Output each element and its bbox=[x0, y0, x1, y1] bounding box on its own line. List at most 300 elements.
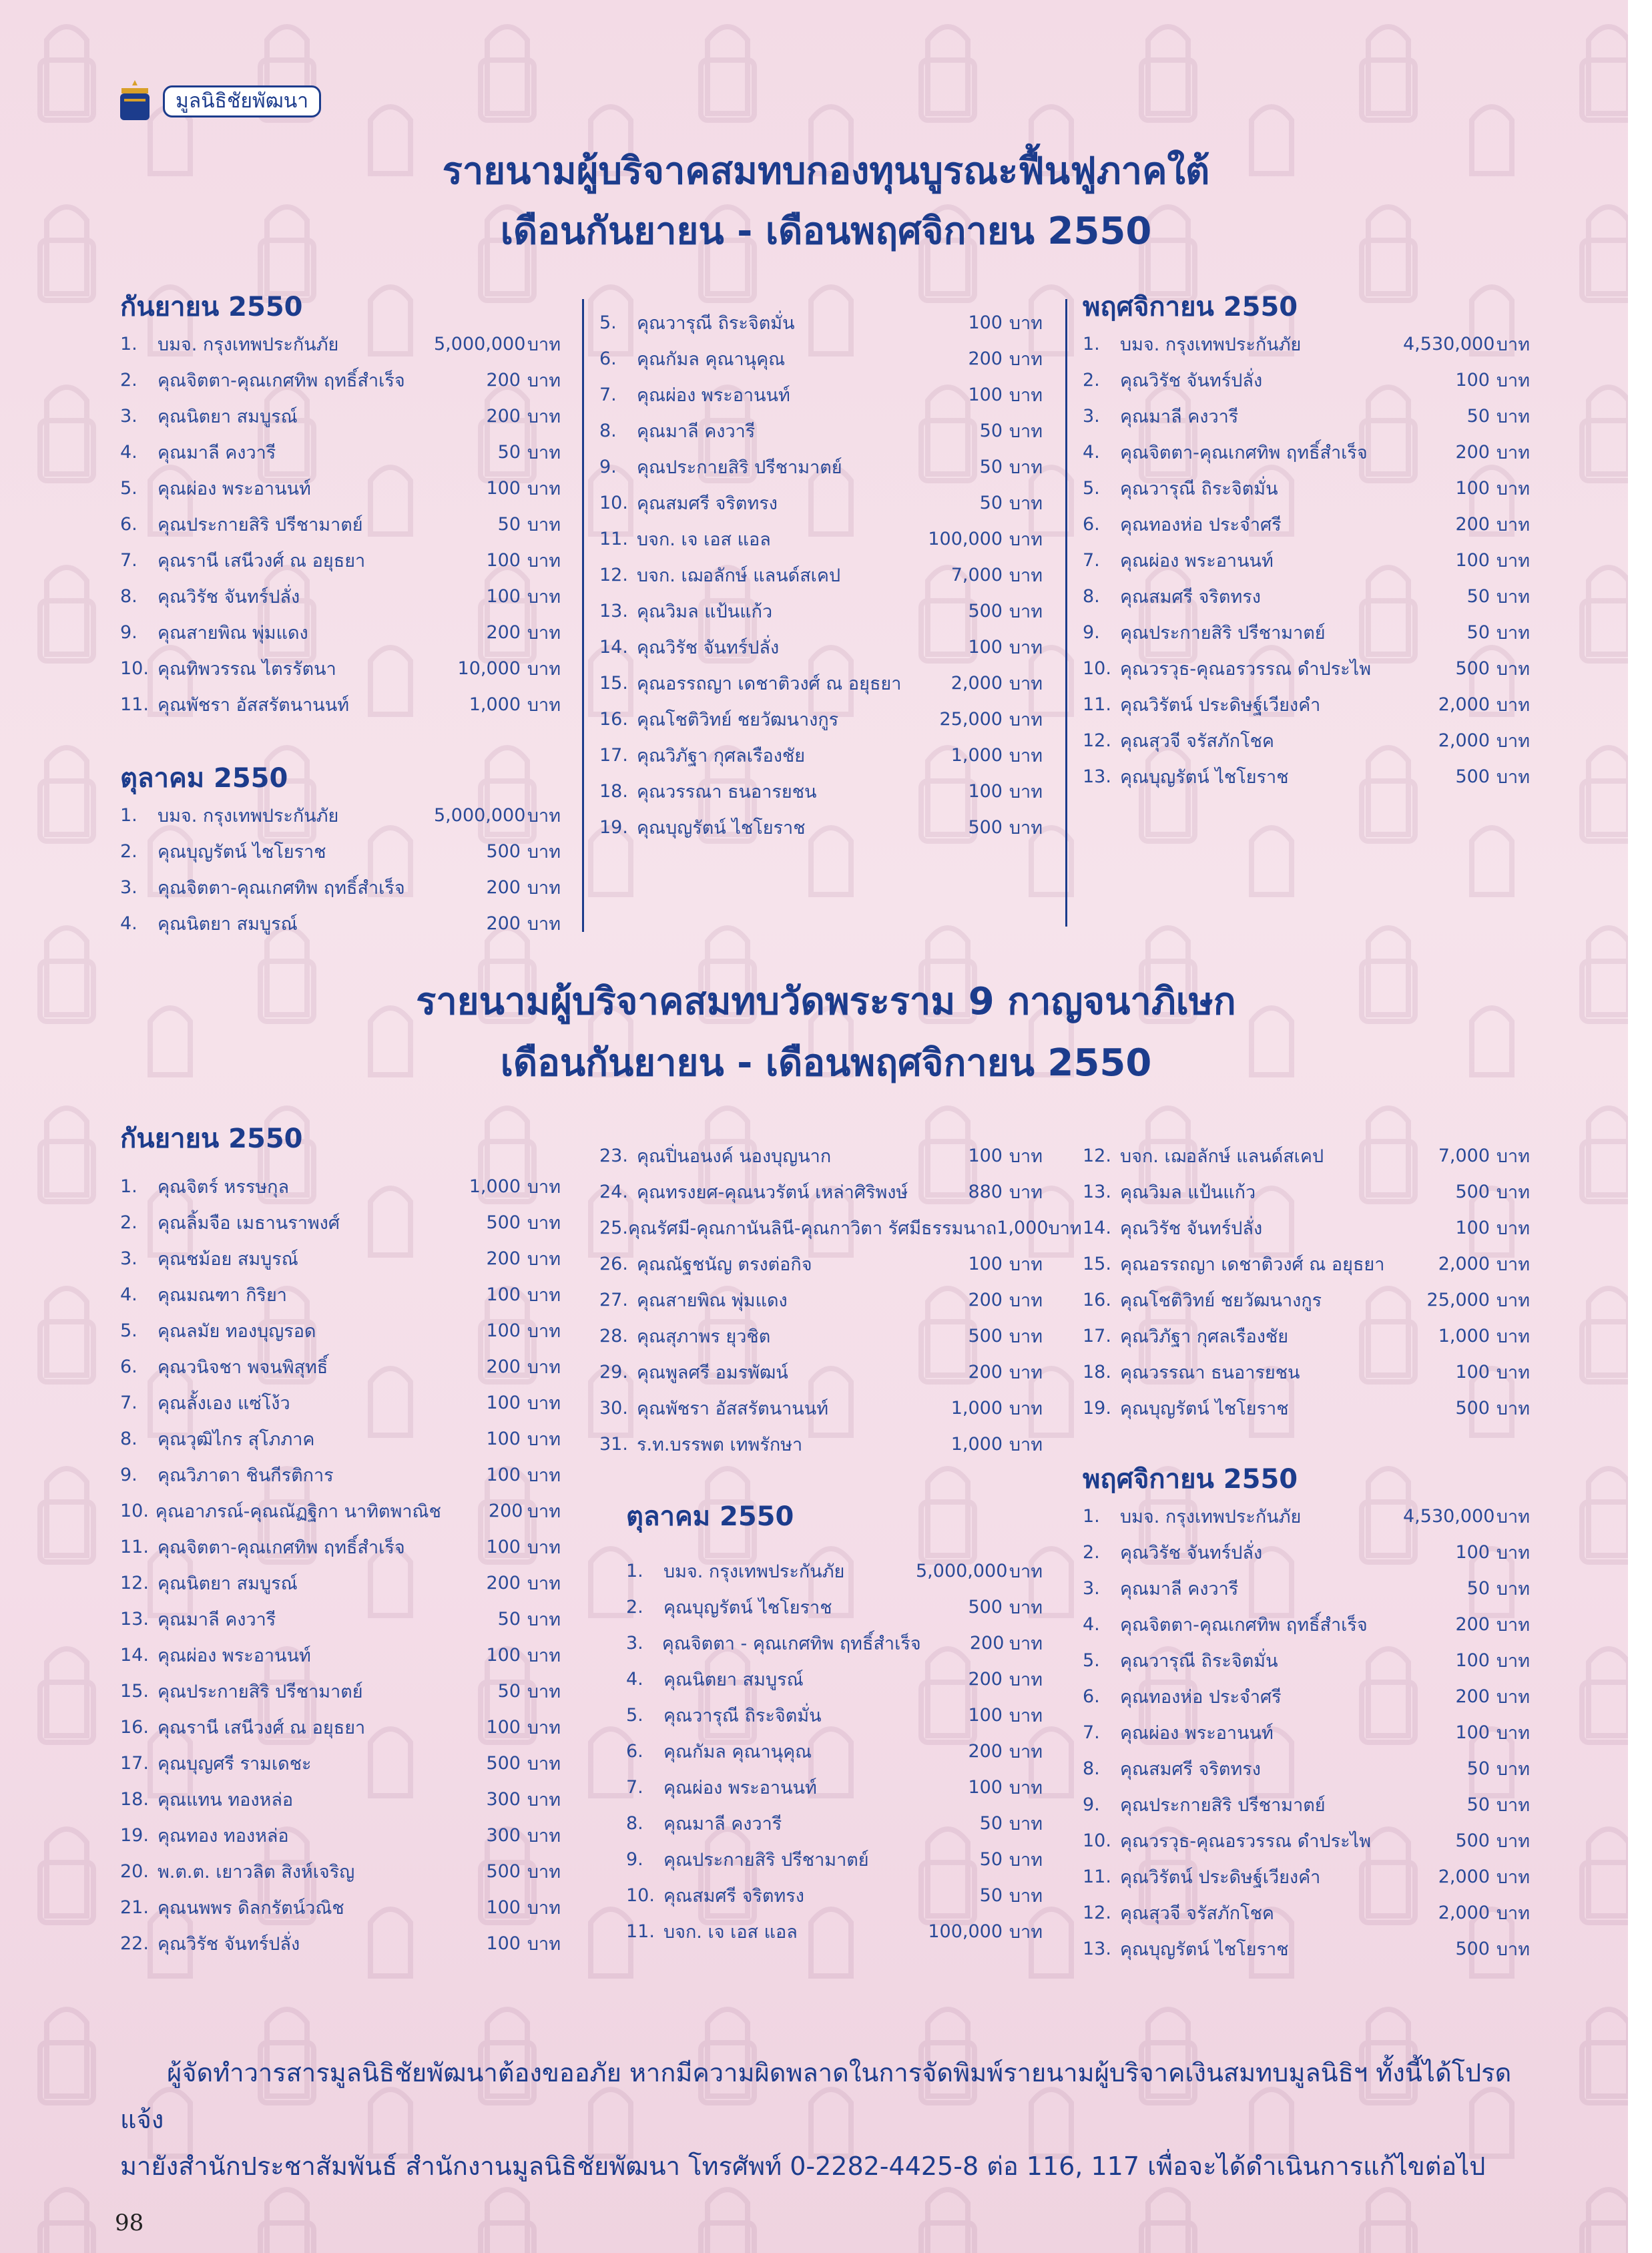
donor-name: คุณจิตร์ หรรษกุล bbox=[158, 1176, 290, 1198]
donor-unit: บาท bbox=[1009, 637, 1043, 658]
donor-name: คุณประกายสิริ ปรีชามาตย์ bbox=[158, 514, 363, 535]
donor-unit: บาท bbox=[527, 805, 561, 826]
donor-number: 19. bbox=[599, 816, 628, 838]
donor-unit: บาท bbox=[1009, 745, 1043, 766]
donor-number: 21. bbox=[120, 1897, 149, 1918]
donor-amount: 50 bbox=[1466, 1758, 1490, 1779]
donor-number: 6. bbox=[1083, 513, 1100, 535]
donor-amount: 200 bbox=[486, 405, 521, 427]
donor-unit: บาท bbox=[1009, 1290, 1043, 1311]
s2-september-heading: กันยายน 2550 bbox=[120, 1123, 303, 1154]
donor-amount: 500 bbox=[1455, 658, 1490, 679]
donor-name: คุณณัฐชนัญ ตรงต่อกิจ bbox=[637, 1254, 812, 1275]
donor-amount: 880 bbox=[968, 1181, 1003, 1202]
donor-amount: 1,000 bbox=[950, 1433, 1003, 1455]
donor-number: 10. bbox=[120, 658, 149, 679]
donor-number: 11. bbox=[626, 1921, 655, 1942]
donor-unit: บาท bbox=[527, 1753, 561, 1774]
donor-number: 17. bbox=[1083, 1325, 1111, 1346]
donor-unit: บาท bbox=[1496, 658, 1530, 680]
donor-unit: บาท bbox=[1496, 514, 1530, 535]
donor-number: 6. bbox=[120, 1356, 137, 1377]
donor-unit: บาท bbox=[527, 1933, 561, 1955]
donor-unit: บาท bbox=[1496, 1398, 1530, 1419]
donor-unit: บาท bbox=[1009, 817, 1043, 838]
column-divider bbox=[582, 299, 584, 932]
donor-number: 3. bbox=[120, 405, 137, 427]
donor-number: 9. bbox=[599, 456, 617, 477]
donor-number: 12. bbox=[120, 1572, 149, 1593]
donor-row bbox=[120, 1276, 561, 1312]
donor-unit: บาท bbox=[527, 406, 561, 427]
donor-amount: 200 bbox=[968, 1668, 1003, 1690]
donor-unit: บาท bbox=[1496, 1362, 1530, 1383]
donor-amount: 50 bbox=[1466, 585, 1490, 607]
donor-name: คุณนิตยา สมบูรณ์ bbox=[663, 1669, 804, 1690]
donor-unit: บาท bbox=[527, 1284, 561, 1306]
donor-number: 9. bbox=[1083, 621, 1100, 643]
donor-row bbox=[599, 593, 1043, 629]
foundation-logo-icon bbox=[115, 79, 155, 124]
donor-amount: 100 bbox=[968, 1704, 1003, 1726]
donor-row bbox=[120, 1673, 561, 1709]
donor-unit: บาท bbox=[1009, 457, 1043, 478]
donor-amount: 100 bbox=[968, 636, 1003, 658]
donor-row bbox=[120, 470, 561, 506]
donor-row bbox=[120, 614, 561, 650]
donor-name: คุณโชติวิทย์ ชยวัฒนางกูร bbox=[637, 709, 839, 730]
donor-row bbox=[1083, 1642, 1530, 1678]
donor-name: คุณกัมล คุณานุคุณ bbox=[663, 1741, 812, 1762]
donor-number: 5. bbox=[120, 1320, 137, 1341]
donor-amount: 50 bbox=[497, 441, 521, 463]
donor-unit: บาท bbox=[527, 694, 561, 716]
donor-row bbox=[599, 1174, 1043, 1210]
donor-name: คุณสมศรี จริตทรง bbox=[1120, 1758, 1261, 1780]
donor-amount: 500 bbox=[968, 816, 1003, 838]
donor-amount: 100 bbox=[486, 1392, 521, 1413]
donor-name: คุณวนิจชา พจนพิสุทธิ์ bbox=[158, 1356, 328, 1378]
donor-row bbox=[120, 542, 561, 578]
donor-number: 6. bbox=[120, 513, 137, 535]
donor-name: คุณทิพวรรณ ไตรรัตนา bbox=[158, 658, 336, 680]
donor-number: 7. bbox=[1083, 1722, 1100, 1743]
donor-amount: 100 bbox=[1455, 549, 1490, 571]
donor-name: บจก. เจ เอส แอล bbox=[663, 1921, 798, 1943]
donor-name: คุณพัชรา อัสสรัตนานนท์ bbox=[158, 694, 350, 716]
donor-name: คุณผ่อง พระอานนท์ bbox=[158, 1645, 311, 1666]
donor-unit: บาท bbox=[1496, 1254, 1530, 1275]
donor-name: คุณบุญศรี รามเดชะ bbox=[158, 1753, 312, 1774]
donor-number: 18. bbox=[1083, 1361, 1111, 1383]
donor-name: คุณลั้งเอง แซ่โง้ว bbox=[158, 1393, 290, 1414]
donor-number: 8. bbox=[599, 420, 617, 441]
donor-amount: 50 bbox=[979, 420, 1003, 441]
donor-number: 9. bbox=[1083, 1794, 1100, 1815]
donor-name: คุณผ่อง พระอานนท์ bbox=[1120, 1722, 1274, 1744]
s2-september-list-a bbox=[120, 1168, 561, 1961]
donor-unit: บาท bbox=[1009, 348, 1043, 370]
donor-unit: บาท bbox=[1009, 1885, 1043, 1907]
donor-unit: บาท bbox=[527, 1501, 561, 1522]
donor-name: คุณบุญรัตน์ ไชโยราช bbox=[1120, 1939, 1289, 1960]
donor-name: บจก. เฌอลักษ์ แลนด์สเคป bbox=[1120, 1146, 1324, 1167]
donor-row bbox=[120, 905, 561, 941]
donor-amount: 50 bbox=[1466, 1577, 1490, 1599]
donor-row bbox=[599, 1282, 1043, 1318]
s2-october-list bbox=[626, 1553, 1043, 1949]
donor-amount: 1,000 bbox=[469, 694, 521, 715]
donor-row bbox=[120, 650, 561, 686]
donor-amount: 200 bbox=[1455, 441, 1490, 463]
donor-row bbox=[626, 1553, 1043, 1589]
donor-amount: 100 bbox=[486, 1933, 521, 1954]
donor-unit: บาท bbox=[1009, 1741, 1043, 1762]
donor-number: 10. bbox=[1083, 658, 1111, 679]
donor-amount: 200 bbox=[1455, 1613, 1490, 1635]
donor-unit: บาท bbox=[1496, 1650, 1530, 1672]
donor-name: คุณมาลี คงวารี bbox=[663, 1813, 782, 1834]
donor-unit: บาท bbox=[1496, 478, 1530, 499]
donor-unit: บาท bbox=[1496, 1758, 1530, 1780]
donor-number: 9. bbox=[120, 1464, 137, 1485]
donor-number: 5. bbox=[120, 477, 137, 499]
donor-row bbox=[120, 869, 561, 905]
donor-row bbox=[1083, 1318, 1530, 1354]
donor-amount: 100 bbox=[968, 780, 1003, 802]
donor-unit: บาท bbox=[1496, 586, 1530, 607]
donor-unit: บาท bbox=[1009, 673, 1043, 694]
donor-number: 14. bbox=[599, 636, 628, 658]
donor-amount: 100 bbox=[1455, 369, 1490, 391]
donor-amount: 2,000 bbox=[1438, 1866, 1490, 1887]
donor-name: คุณรัศมี-คุณกานันลินี-คุณกาวิตา รัศมีธรรมนาถ bbox=[627, 1218, 997, 1239]
donor-number: 25. bbox=[599, 1217, 628, 1238]
donor-amount: 200 bbox=[486, 1248, 521, 1269]
donor-name: คุณลิ้มจือ เมธานราพงศ์ bbox=[158, 1212, 340, 1234]
donor-amount: 50 bbox=[979, 492, 1003, 513]
donor-number: 9. bbox=[120, 621, 137, 643]
donor-name: คุณจิตตา-คุณเกศทิพ ฤทธิ์สำเร็จ bbox=[158, 877, 405, 899]
s1-november-list bbox=[1083, 326, 1530, 794]
donor-name: คุณประกายสิริ ปรีชามาตย์ bbox=[637, 457, 842, 478]
donor-row bbox=[120, 398, 561, 434]
donor-amount: 500 bbox=[1455, 766, 1490, 787]
donor-number: 9. bbox=[626, 1848, 643, 1870]
donor-name: คุณบุญรัตน์ ไชโยราช bbox=[158, 841, 326, 862]
donor-number: 6. bbox=[599, 348, 617, 369]
donor-amount: 500 bbox=[968, 600, 1003, 621]
donor-unit: บาท bbox=[527, 1789, 561, 1810]
donor-row bbox=[1083, 578, 1530, 614]
donor-row bbox=[626, 1589, 1043, 1625]
donor-amount: 500 bbox=[486, 1212, 521, 1233]
donor-amount: 100 bbox=[1455, 1541, 1490, 1563]
donor-unit: บาท bbox=[527, 1609, 561, 1630]
donor-amount: 50 bbox=[979, 1848, 1003, 1870]
donor-name: คุณวิรัช จันทร์ปลั่ง bbox=[158, 586, 300, 607]
donor-number: 28. bbox=[599, 1325, 628, 1346]
donor-name: คุณมาลี คงวารี bbox=[1120, 406, 1239, 427]
donor-row bbox=[599, 1246, 1043, 1282]
donor-amount: 500 bbox=[486, 840, 521, 862]
donor-name: คุณสุภาพร ยุวชิต bbox=[637, 1326, 771, 1347]
donor-name: คุณโชติวิทย์ ชยวัฒนางกูร bbox=[1120, 1290, 1322, 1311]
donor-amount: 100 bbox=[486, 1644, 521, 1666]
donor-amount: 100 bbox=[1455, 1361, 1490, 1383]
donor-number: 5. bbox=[1083, 477, 1100, 499]
donor-row bbox=[599, 485, 1043, 521]
donor-amount: 50 bbox=[1466, 405, 1490, 427]
donor-name: คุณรานี เสนีวงศ์ ณ อยุธยา bbox=[158, 550, 366, 571]
donor-unit: บาท bbox=[1496, 1506, 1530, 1527]
donor-unit: บาท bbox=[1496, 370, 1530, 391]
donor-amount: 50 bbox=[979, 1812, 1003, 1834]
donor-row bbox=[120, 1637, 561, 1673]
donor-name: คุณวิภัฐา กุศลเรืองชัย bbox=[1120, 1326, 1289, 1347]
donor-number: 3. bbox=[1083, 405, 1100, 427]
donor-amount: 200 bbox=[1455, 513, 1490, 535]
donor-row bbox=[120, 686, 561, 722]
s2-col-november bbox=[1083, 1461, 1530, 1967]
donor-amount: 4,530,000 bbox=[1403, 1505, 1495, 1527]
header-label: มูลนิธิชัยพัฒนา bbox=[163, 85, 321, 117]
donor-unit: บาท bbox=[1496, 1939, 1530, 1960]
s1-october-heading: ตุลาคม 2550 bbox=[120, 763, 288, 794]
donor-number: 11. bbox=[120, 1536, 149, 1557]
donor-unit: บาท bbox=[527, 1465, 561, 1486]
donor-amount: 500 bbox=[1455, 1181, 1490, 1202]
donor-amount: 100 bbox=[486, 1716, 521, 1738]
donor-row bbox=[120, 1385, 561, 1421]
donor-unit: บาท bbox=[1009, 421, 1043, 442]
donor-name: คุณบุญรัตน์ ไชโยราช bbox=[663, 1597, 832, 1618]
donor-unit: บาท bbox=[1496, 694, 1530, 716]
donor-number: 2. bbox=[120, 1212, 137, 1233]
s1-col-october-a bbox=[120, 760, 561, 941]
s1-col-september bbox=[120, 288, 561, 722]
donor-row bbox=[1083, 1246, 1530, 1282]
donor-number: 20. bbox=[120, 1860, 149, 1882]
donor-name: คุณจิตตา-คุณเกศทิพ ฤทธิ์สำเร็จ bbox=[158, 370, 405, 391]
donor-unit: บาท bbox=[1496, 766, 1530, 788]
donor-amount: 50 bbox=[497, 1680, 521, 1702]
donor-number: 6. bbox=[626, 1740, 643, 1762]
donor-name: คุณสายพิณ พุ่มแดง bbox=[637, 1290, 788, 1311]
donor-name: คุณนิตยา สมบูรณ์ bbox=[158, 1573, 298, 1594]
donor-amount: 100 bbox=[486, 1464, 521, 1485]
donor-amount: 50 bbox=[979, 456, 1003, 477]
donor-number: 12. bbox=[1083, 1902, 1111, 1923]
donor-number: 6. bbox=[1083, 1686, 1100, 1707]
donor-name: คุณวิรัช จันทร์ปลั่ง bbox=[1120, 370, 1263, 391]
donor-name: คุณนพพร ดิลกรัตน์วณิช bbox=[158, 1897, 344, 1919]
donor-number: 11. bbox=[1083, 1866, 1111, 1887]
donor-name: คุณบุญรัตน์ ไชโยราช bbox=[1120, 766, 1289, 788]
donor-name: คุณบุญรัตน์ ไชโยราช bbox=[637, 817, 806, 838]
donor-amount: 200 bbox=[486, 1572, 521, 1593]
donor-row bbox=[599, 521, 1043, 557]
donor-row bbox=[1083, 1138, 1530, 1174]
donor-number: 7. bbox=[626, 1776, 643, 1798]
donor-row bbox=[626, 1733, 1043, 1769]
donor-unit: บาท bbox=[1496, 1830, 1530, 1852]
donor-amount: 100 bbox=[968, 312, 1003, 333]
donor-number: 4. bbox=[626, 1668, 643, 1690]
donor-unit: บาท bbox=[1009, 781, 1043, 802]
donor-name: คุณทรงยศ-คุณนวรัตน์ เหล่าศิริพงษ์ bbox=[637, 1182, 908, 1203]
donor-amount: 100 bbox=[968, 384, 1003, 405]
donor-amount: 200 bbox=[968, 1740, 1003, 1762]
donor-number: 16. bbox=[1083, 1289, 1111, 1310]
donor-amount: 10,000 bbox=[457, 658, 521, 679]
donor-number: 15. bbox=[1083, 1253, 1111, 1274]
donor-amount: 1,000 bbox=[1438, 1325, 1490, 1346]
donor-row bbox=[1083, 1174, 1530, 1210]
s1-september-list bbox=[120, 326, 561, 722]
donor-number: 1. bbox=[626, 1560, 643, 1581]
donor-row bbox=[120, 833, 561, 869]
donor-name: คุณจิตตา-คุณเกศทิพ ฤทธิ์สำเร็จ bbox=[158, 1537, 405, 1558]
donor-name: คุณสุวจี จรัสภักโชค bbox=[1120, 730, 1274, 752]
page-number: 98 bbox=[115, 2210, 144, 2236]
donor-row bbox=[120, 1348, 561, 1385]
donor-row bbox=[1083, 1858, 1530, 1895]
donor-row bbox=[599, 809, 1043, 845]
donor-amount: 200 bbox=[968, 1289, 1003, 1310]
donor-number: 12. bbox=[1083, 730, 1111, 751]
donor-row bbox=[120, 1709, 561, 1745]
donor-unit: บาท bbox=[527, 1212, 561, 1234]
donor-row bbox=[599, 413, 1043, 449]
donor-row bbox=[599, 737, 1043, 773]
donor-number: 13. bbox=[1083, 766, 1111, 787]
donor-row bbox=[120, 1493, 561, 1529]
donor-amount: 100 bbox=[1455, 1217, 1490, 1238]
section1-subtitle: เดือนกันยายน - เดือนพฤศจิกายน 2550 bbox=[500, 210, 1152, 253]
donor-unit: บาท bbox=[1009, 1669, 1043, 1690]
donor-name: คุณผ่อง พระอานนท์ bbox=[637, 385, 790, 406]
donor-unit: บาท bbox=[1009, 385, 1043, 406]
donor-row bbox=[1083, 1750, 1530, 1786]
donor-name: คุณวิรัช จันทร์ปลั่ง bbox=[1120, 1218, 1263, 1239]
donor-unit: บาท bbox=[1009, 1705, 1043, 1726]
donor-amount: 1,000 bbox=[469, 1176, 521, 1197]
donor-number: 31. bbox=[599, 1433, 628, 1455]
donor-row bbox=[1083, 1282, 1530, 1318]
donor-row bbox=[1083, 362, 1530, 398]
donor-name: บจก. เฌอลักษ์ แลนด์สเคป bbox=[637, 565, 841, 586]
donor-name: คุณอาภรณ์-คุณณัฏฐิกา นาทิตพาณิช bbox=[155, 1501, 441, 1522]
donor-row bbox=[1083, 1786, 1530, 1822]
donor-row bbox=[1083, 1714, 1530, 1750]
donor-row bbox=[1083, 650, 1530, 686]
donor-name: คุณสุวจี จรัสภักโชค bbox=[1120, 1903, 1274, 1924]
donor-row bbox=[120, 1817, 561, 1853]
donor-name: คุณวิภัฐา กุศลเรืองชัย bbox=[637, 745, 806, 766]
donor-name: คุณบุญรัตน์ ไชโยราช bbox=[1120, 1398, 1289, 1419]
donor-unit: บาท bbox=[1009, 1849, 1043, 1870]
donor-unit: บาท bbox=[1496, 1903, 1530, 1924]
donor-row bbox=[1083, 542, 1530, 578]
donor-number: 18. bbox=[120, 1788, 149, 1810]
donor-number: 10. bbox=[599, 492, 628, 513]
donor-unit: บาท bbox=[1009, 1921, 1043, 1943]
donor-row bbox=[120, 1601, 561, 1637]
header bbox=[115, 79, 321, 124]
donor-amount: 100 bbox=[1455, 1722, 1490, 1743]
donor-number: 1. bbox=[1083, 333, 1100, 354]
donor-number: 24. bbox=[599, 1181, 628, 1202]
donor-row bbox=[120, 797, 561, 833]
donor-name: คุณวารุณี ถิระจิตมั่น bbox=[637, 312, 795, 334]
donor-unit: บาท bbox=[1009, 493, 1043, 514]
donor-unit: บาท bbox=[527, 1320, 561, 1342]
donor-row bbox=[120, 1529, 561, 1565]
donor-name: คุณสมศรี จริตทรง bbox=[637, 493, 778, 514]
donor-amount: 200 bbox=[486, 369, 521, 391]
donor-unit: บาท bbox=[1009, 1182, 1043, 1203]
donor-amount: 500 bbox=[1455, 1397, 1490, 1419]
donor-amount: 100 bbox=[486, 585, 521, 607]
donor-row bbox=[120, 326, 561, 362]
donor-row bbox=[1083, 1678, 1530, 1714]
donor-unit: บาท bbox=[1009, 1398, 1043, 1419]
donor-amount: 4,530,000 bbox=[1403, 333, 1495, 354]
donor-number: 13. bbox=[1083, 1938, 1111, 1959]
donor-amount: 7,000 bbox=[1438, 1145, 1490, 1166]
donor-amount: 200 bbox=[968, 1361, 1003, 1383]
donor-name: คุณสมศรี จริตทรง bbox=[663, 1885, 804, 1907]
donor-row bbox=[599, 1210, 1082, 1246]
s1-col-october-b bbox=[599, 304, 1043, 845]
donor-unit: บาท bbox=[1496, 730, 1530, 752]
donor-amount: 200 bbox=[968, 348, 1003, 369]
donor-unit: บาท bbox=[527, 442, 561, 463]
donor-row bbox=[1083, 1822, 1530, 1858]
donor-number: 5. bbox=[599, 312, 617, 333]
donor-amount: 100 bbox=[486, 1320, 521, 1341]
donor-unit: บาท bbox=[527, 877, 561, 899]
donor-row bbox=[120, 1312, 561, 1348]
donor-number: 8. bbox=[120, 1428, 137, 1449]
donor-name: บจก. เจ เอส แอล bbox=[637, 529, 771, 550]
donor-amount: 200 bbox=[1455, 1686, 1490, 1707]
donor-name: คุณผ่อง พระอานนท์ bbox=[158, 478, 311, 499]
donor-number: 19. bbox=[1083, 1397, 1111, 1419]
donor-number: 14. bbox=[120, 1644, 149, 1666]
donor-name: คุณทองห่อ ประจำศรี bbox=[1120, 514, 1282, 535]
donor-name: คุณนิตยา สมบูรณ์ bbox=[158, 913, 298, 935]
donor-unit: บาท bbox=[1496, 1218, 1530, 1239]
donor-row bbox=[1083, 1210, 1530, 1246]
donor-number: 11. bbox=[599, 528, 628, 549]
donor-amount: 100 bbox=[486, 477, 521, 499]
donor-amount: 50 bbox=[497, 1608, 521, 1630]
donor-row bbox=[599, 629, 1043, 665]
donor-unit: บาท bbox=[1009, 1326, 1043, 1347]
donor-unit: บาท bbox=[1496, 1794, 1530, 1816]
donor-unit: บาท bbox=[527, 1573, 561, 1594]
donor-amount: 100 bbox=[486, 1284, 521, 1305]
donor-name: คุณรานี เสนีวงศ์ ณ อยุธยา bbox=[158, 1717, 366, 1738]
donor-amount: 7,000 bbox=[950, 564, 1003, 585]
donor-name: คุณสมศรี จริตทรง bbox=[1120, 586, 1261, 607]
donor-number: 16. bbox=[120, 1716, 149, 1738]
donor-unit: บาท bbox=[527, 334, 561, 355]
donor-number: 27. bbox=[599, 1289, 628, 1310]
donor-unit: บาท bbox=[1009, 1813, 1043, 1834]
